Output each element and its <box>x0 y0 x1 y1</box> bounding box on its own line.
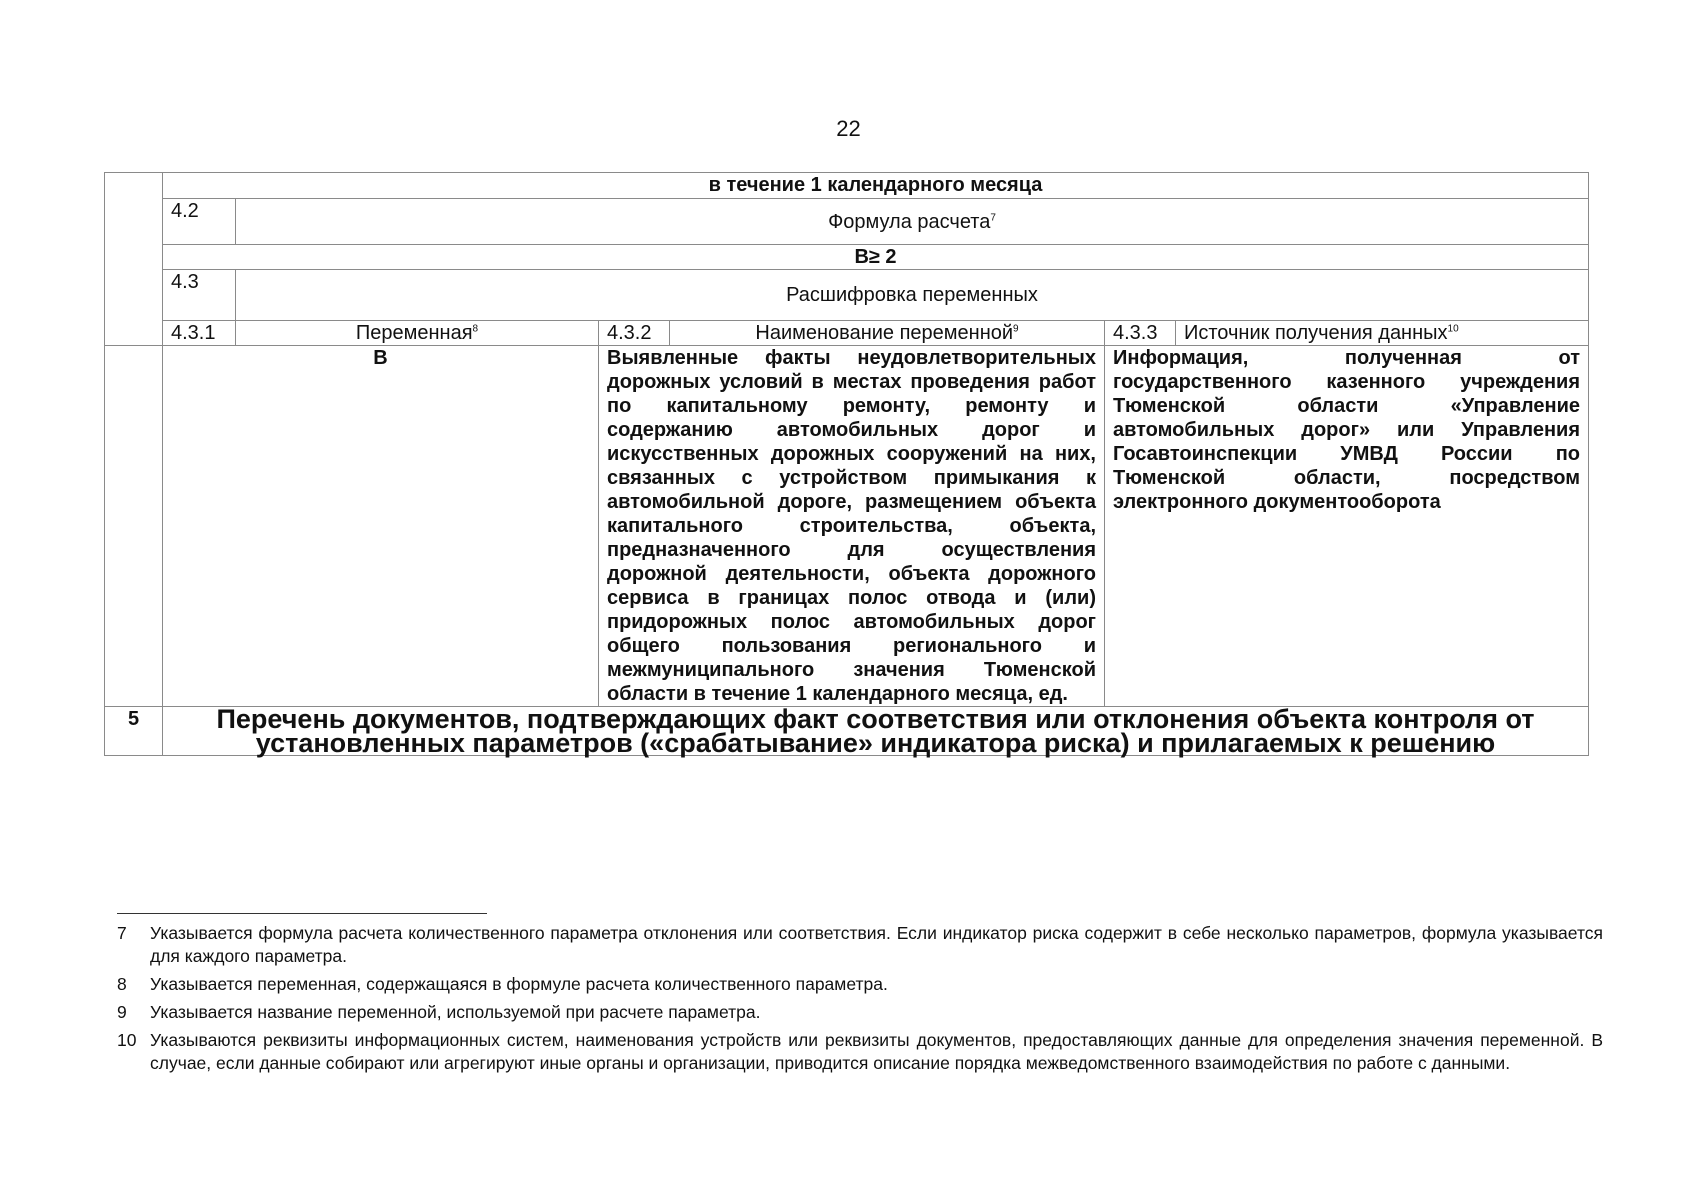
footnote-text: Указывается переменная, содержащаяся в формуле расчета количественного параметра. <box>150 974 888 994</box>
variable-symbol: В <box>163 346 599 707</box>
row-4-2-number: 4.2 <box>163 199 236 245</box>
footnote-number: 10 <box>117 1030 137 1050</box>
header-4-3-3-number: 4.3.3 <box>1105 321 1176 346</box>
formula-value: B≥ 2 <box>163 245 1589 270</box>
footnote-number: 7 <box>117 923 127 943</box>
row-4-3-number: 4.3 <box>163 270 236 321</box>
variable-name-text: Выявленные факты неудовлетворительных дорожных условий в местах проведения работ по капитальному ремонту, ремонту и содержанию автомобильных дорог и искусственных дорожных сооружений на них, связанных с устройством примыкания к автомобильной дороге, размещением объекта капитального строительства, объекта, предназначенного для осуществления дорожной деятельности, объекта дорожного сервиса в границах полос отвода и (или) придорожных полос автомобильных дорог общего пользования регионального и межмуниципального значения Тюменской области в течение 1 календарного месяца, ед. <box>599 346 1105 707</box>
formula-heading: Формула расчета$^7$ <box>236 199 1589 245</box>
footnote-9 <box>117 1001 1603 1024</box>
footnote-number: 8 <box>117 974 127 994</box>
header-4-3-2-number: 4.3.2 <box>599 321 670 346</box>
footnote-text: Указывается формула расчета количественного параметра отклонения или соответствия. Если индикатор риска содержит в себе несколько параметров, формула указывается для каждого параметра. <box>150 923 1603 966</box>
empty-number-cell-2 <box>105 346 163 707</box>
footnote-8 <box>117 973 1603 996</box>
page-number: 22 <box>836 116 861 141</box>
variables-heading: Расшифровка переменных <box>236 270 1589 321</box>
footnote-text: Указываются реквизиты информационных систем, наименования устройств или реквизиты документов, предоставляющих данные для определения значения переменной. В случае, если данные собирают или агрегируют иные органы и организации, приводится описание порядка межведомственного взаимодействия по работе с данными. <box>150 1030 1603 1073</box>
row-5-number: 5 <box>105 707 163 756</box>
row-5-title: Перечень документов, подтверждающих факт соответствия или отклонения объекта контроля от установленных параметров («срабатывание» индикатора риска) и прилагаемых к решению <box>163 707 1589 756</box>
header-data-source: Источник получения данных$^{10}$ <box>1176 321 1589 346</box>
footnote-separator <box>117 913 487 914</box>
footnote-10 <box>117 1029 1603 1075</box>
footnote-text: Указывается название переменной, используемой при расчете параметра. <box>150 1002 761 1022</box>
month-row: в течение 1 календарного месяца <box>163 173 1589 199</box>
indicator-table <box>104 172 1589 756</box>
footnote-number: 9 <box>117 1002 127 1022</box>
footnote-7 <box>117 922 1603 968</box>
header-4-3-1-number: 4.3.1 <box>163 321 236 346</box>
header-variable: Переменная$^8$ <box>236 321 599 346</box>
header-variable-name: Наименование переменной$^9$ <box>670 321 1105 346</box>
variable-source-text: Информация, полученная от государственного казенного учреждения Тюменской области «Управление автомобильных дорог» или Управления Госавтоинспекции УМВД России по Тюменской области, посредством электронного документооборота <box>1105 346 1589 707</box>
empty-number-cell <box>105 173 163 346</box>
footnotes <box>117 922 1603 1080</box>
